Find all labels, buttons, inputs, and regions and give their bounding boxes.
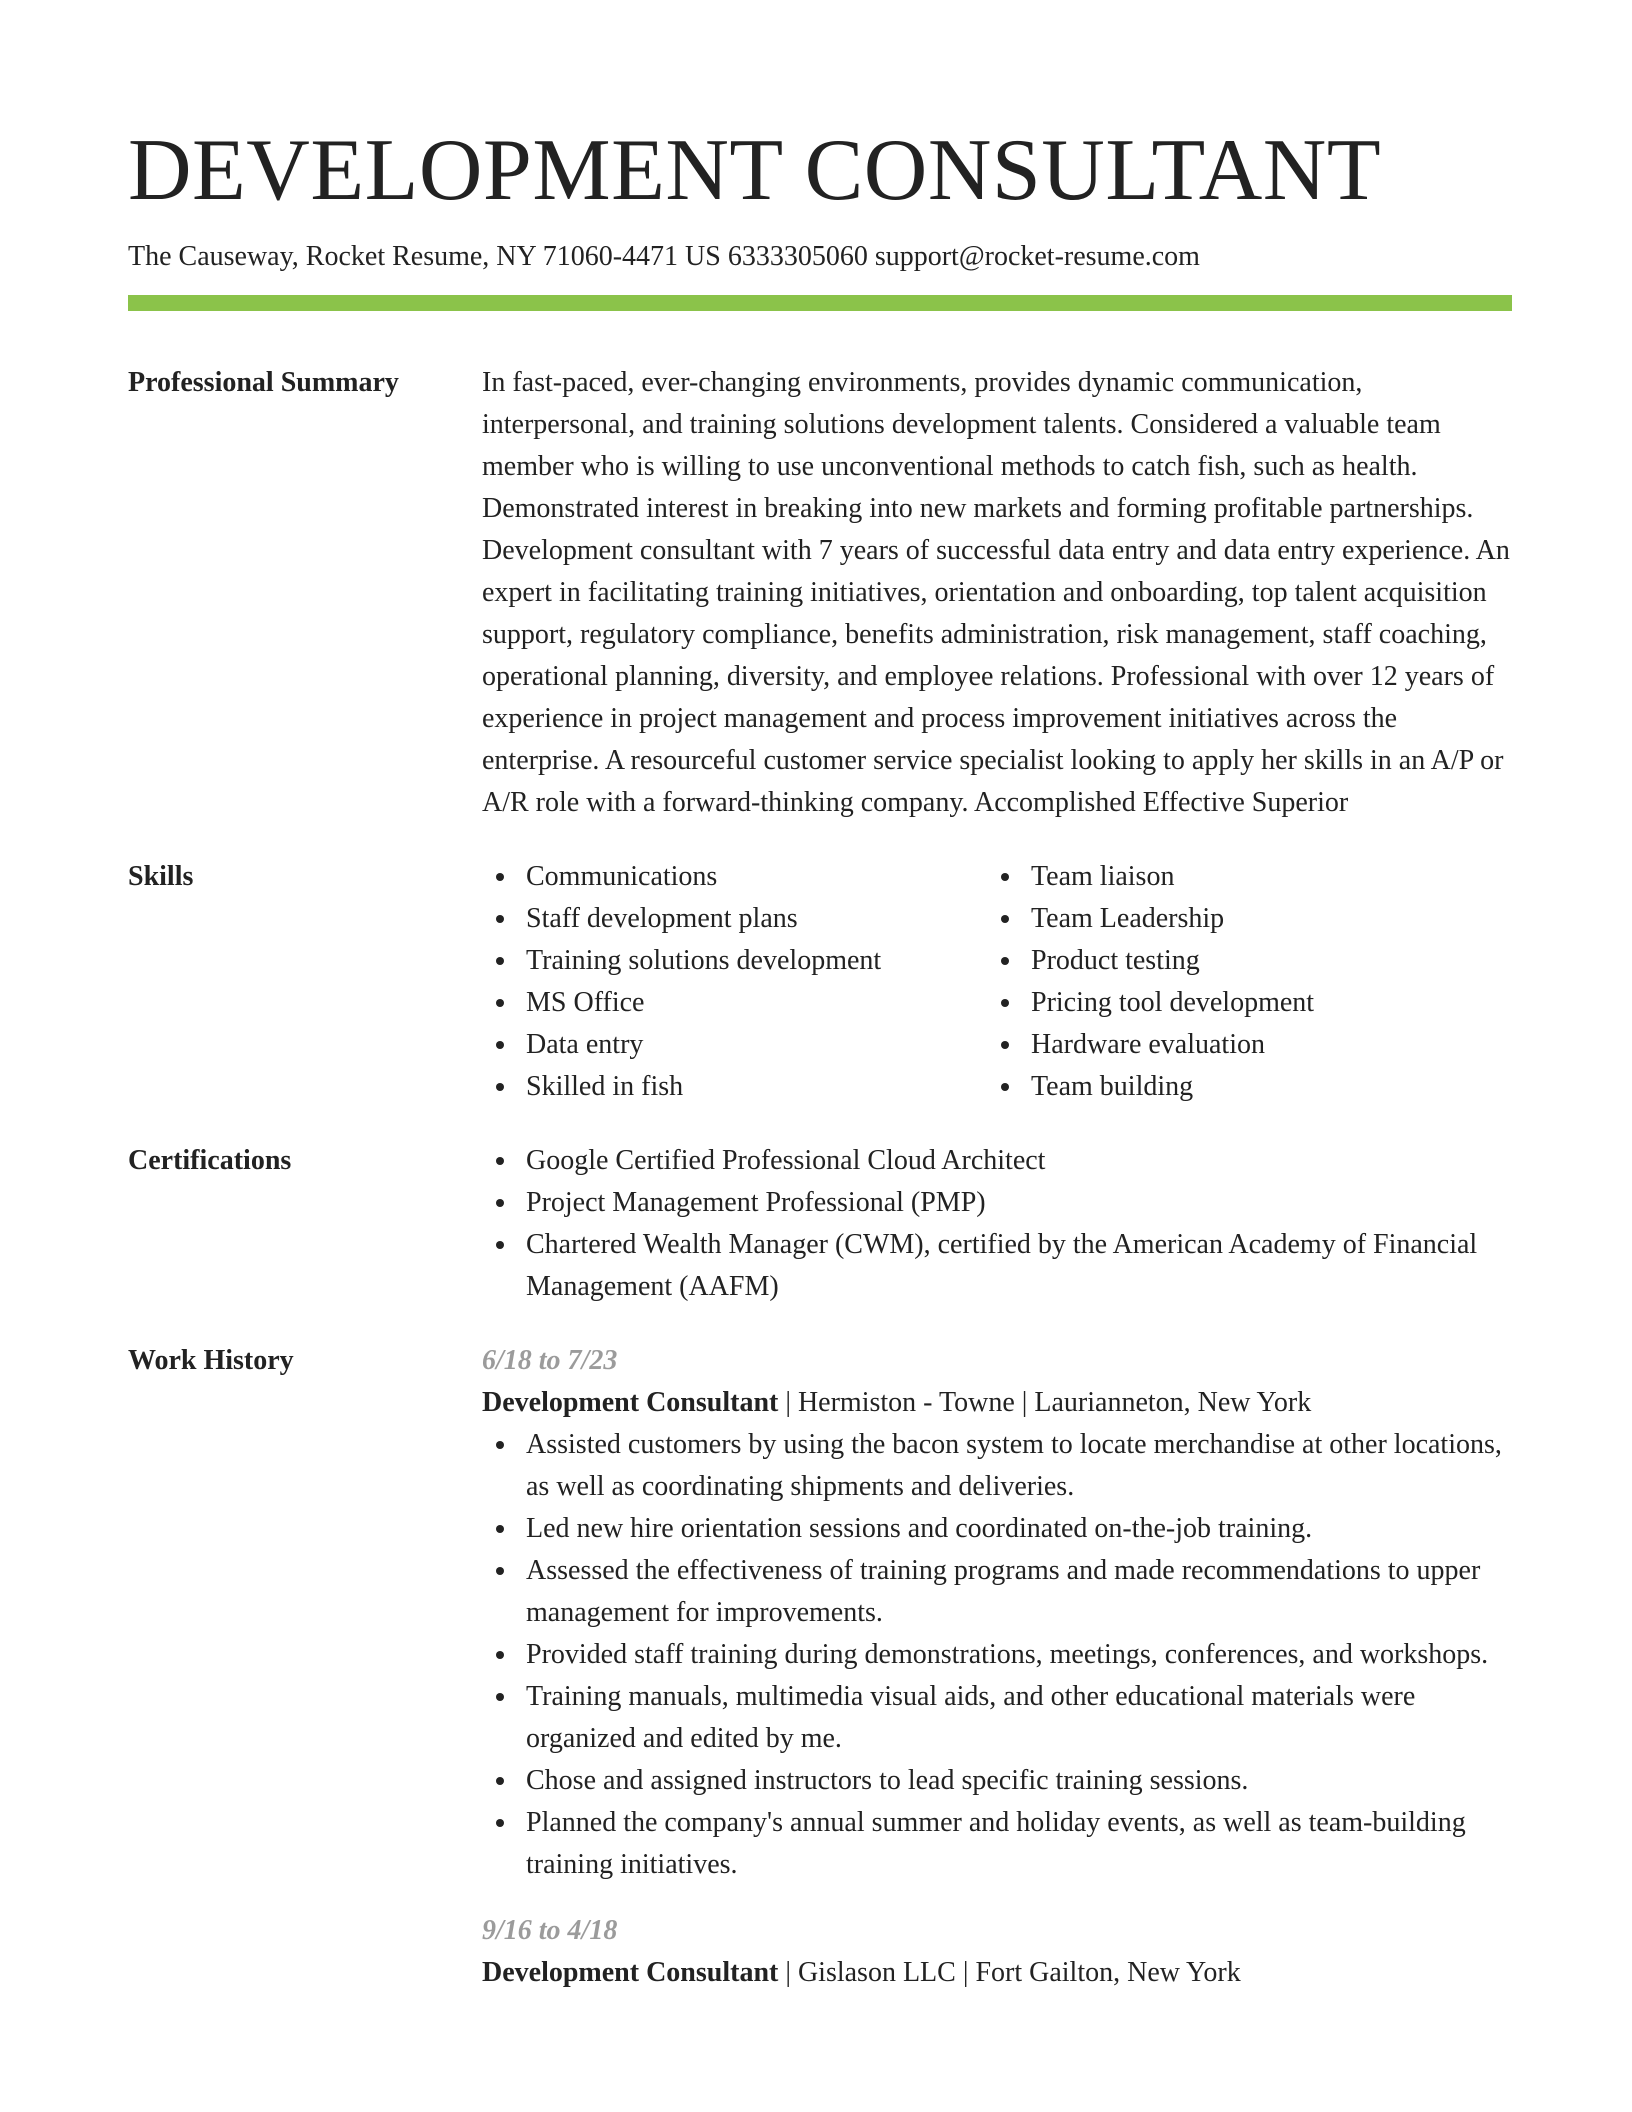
job-separator: | <box>778 1957 798 1988</box>
job-entry <box>482 1340 1512 1886</box>
job-bullet: Chose and assigned instructors to lead specific training sessions. <box>482 1760 1512 1802</box>
skills-section <box>128 856 1512 1108</box>
skills-body <box>482 856 1512 1108</box>
summary-text: In fast-paced, ever-changing environments, provides dynamic communication, interpersonal, and training solutions development talents. Considered a valuable team member who is willing to use unconventional methods to catch fish, such as health. Demonstrated interest in breaking into new markets and forming profitable partnerships. Development consultant with 7 years of successful data entry and data entry experience. An expert in facilitating training initiatives, orientation and onboarding, top talent acquisition support, regulatory compliance, benefits administration, risk management, staff coaching, operational planning, diversity, and employee relations. Professional with over 12 years of experience in project management and process improvement initiatives across the enterprise. A resourceful customer service specialist looking to apply her skills in an A/P or A/R role with a forward-thinking company. Accomplished Effective Superior <box>482 367 1510 818</box>
skills-list-right <box>987 856 1492 1108</box>
skill-item: MS Office <box>482 982 987 1024</box>
job-bullet: Assisted customers by using the bacon system to locate merchandise at other locations, as well as coordinating shipments and deliveries. <box>482 1424 1512 1508</box>
work-history-heading: Work History <box>128 1345 294 1376</box>
skill-item: Pricing tool development <box>987 982 1492 1024</box>
summary-body <box>482 362 1512 824</box>
job-title-line <box>482 1952 1512 1994</box>
skills-list-left <box>482 856 987 1108</box>
skill-item: Communications <box>482 856 987 898</box>
work-history-section <box>128 1340 1512 1994</box>
certifications-body <box>482 1140 1512 1308</box>
certifications-heading: Certifications <box>128 1145 292 1176</box>
certifications-list <box>482 1140 1512 1308</box>
contact-email: support@rocket-resume.com <box>874 241 1200 272</box>
skill-item: Staff development plans <box>482 898 987 940</box>
skills-heading: Skills <box>128 861 194 892</box>
job-separator: | <box>1014 1387 1035 1418</box>
job-bullet-list <box>482 1424 1512 1886</box>
job-bullet: Assessed the effectiveness of training programs and made recommendations to upper management for improvements. <box>482 1550 1512 1634</box>
job-dates: 6/18 to 7/23 <box>482 1345 618 1376</box>
job-title: Development Consultant <box>482 1387 779 1418</box>
job-location: Laurianneton, New York <box>1034 1387 1312 1418</box>
skill-item: Team Leadership <box>987 898 1492 940</box>
contact-line <box>128 240 1512 274</box>
job-entry <box>482 1910 1512 1994</box>
header-divider <box>128 295 1512 311</box>
job-bullet: Training manuals, multimedia visual aids, and other educational materials were organized and edited by me. <box>482 1676 1512 1760</box>
skill-item: Training solutions development <box>482 940 987 982</box>
certification-item: Google Certified Professional Cloud Architect <box>482 1140 1512 1182</box>
skill-item: Hardware evaluation <box>987 1024 1492 1066</box>
job-separator: | <box>955 1957 976 1988</box>
job-company: Hermiston - Towne <box>797 1387 1015 1418</box>
job-bullet: Led new hire orientation sessions and coordinated on-the-job training. <box>482 1508 1512 1550</box>
work-history-body <box>482 1340 1512 1994</box>
skill-item: Team building <box>987 1066 1492 1108</box>
job-dates: 9/16 to 4/18 <box>482 1915 618 1946</box>
contact-phone: 6333305060 <box>727 241 868 272</box>
skill-item: Skilled in fish <box>482 1066 987 1108</box>
candidate-name: DEVELOPMENT CONSULTANT <box>128 122 1382 219</box>
job-title: Development Consultant <box>482 1957 779 1988</box>
resume-page <box>128 0 1512 1994</box>
summary-heading: Professional Summary <box>128 367 399 398</box>
job-company: Gislason LLC <box>797 1957 956 1988</box>
summary-section <box>128 362 1512 824</box>
job-title-line <box>482 1382 1512 1424</box>
contact-address: The Causeway, Rocket Resume, NY 71060-4471 US <box>128 241 721 272</box>
skill-item: Product testing <box>987 940 1492 982</box>
job-bullet: Planned the company's annual summer and holiday events, as well as team-building training initiatives. <box>482 1802 1512 1886</box>
certification-item: Project Management Professional (PMP) <box>482 1182 1512 1224</box>
skill-item: Team liaison <box>987 856 1492 898</box>
skill-item: Data entry <box>482 1024 987 1066</box>
job-bullet: Provided staff training during demonstrations, meetings, conferences, and workshops. <box>482 1634 1512 1676</box>
certifications-section <box>128 1140 1512 1308</box>
job-separator: | <box>778 1387 798 1418</box>
job-location: Fort Gailton, New York <box>975 1957 1241 1988</box>
certification-item: Chartered Wealth Manager (CWM), certified by the American Academy of Financial Management (AAFM) <box>482 1224 1512 1308</box>
